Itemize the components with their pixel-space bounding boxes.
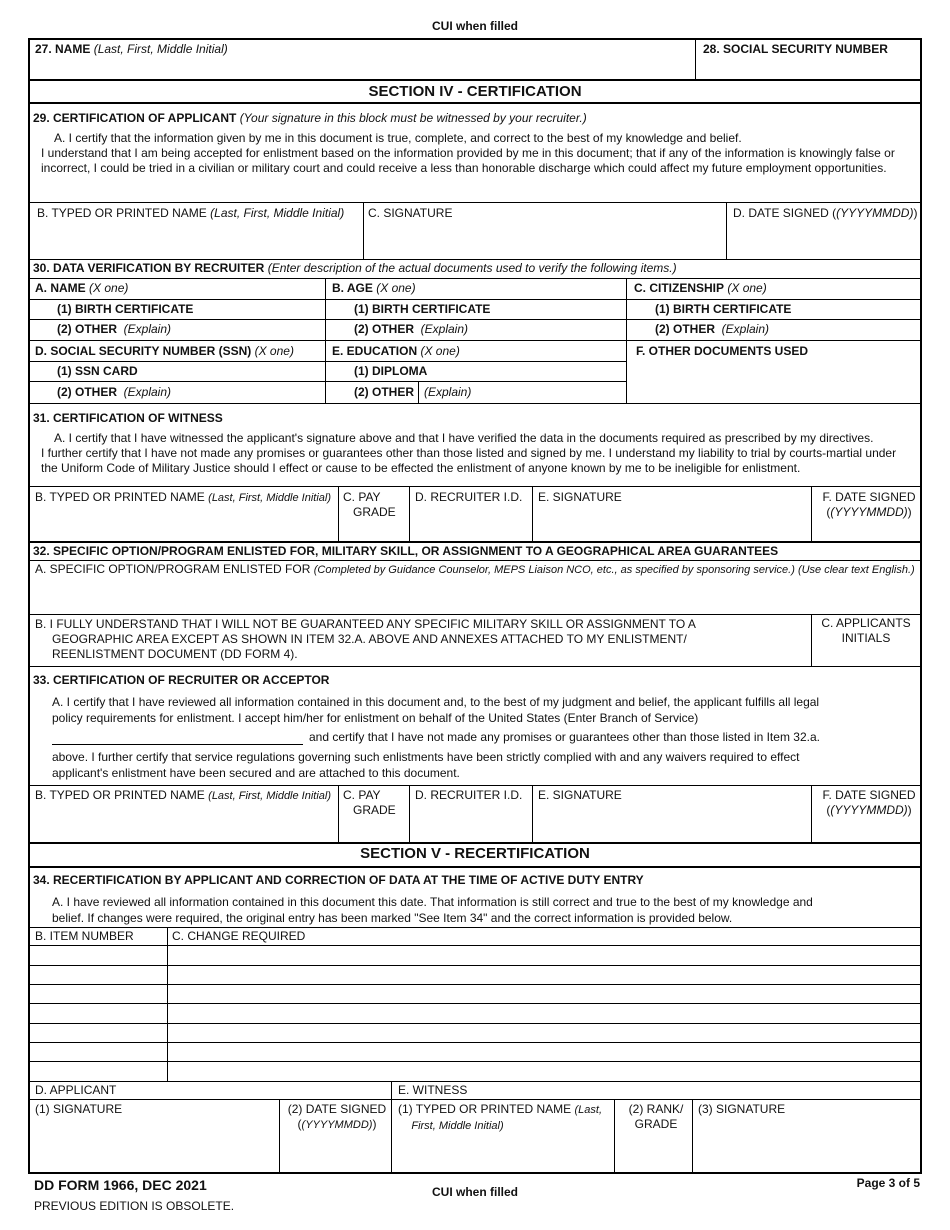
item30-e2-checkbox[interactable] bbox=[330, 385, 345, 399]
item34-e3-label: (3) SIGNATURE bbox=[698, 1102, 786, 1116]
change-item-number-field[interactable] bbox=[31, 1043, 166, 1060]
item34-label: 34. RECERTIFICATION BY APPLICANT AND CORRECTION OF DATA AT THE TIME OF ACTIVE DUTY ENTRY bbox=[33, 873, 644, 887]
item32-label: 32. SPECIFIC OPTION/PROGRAM ENLISTED FOR, MILITARY SKILL, OR ASSIGNMENT TO A GEOGRAPHICAL AREA GUARANTEES bbox=[33, 544, 779, 558]
item31-f-label: F. DATE SIGNED ((YYYYMMDD)) bbox=[822, 490, 916, 519]
item30-a-label: A. NAME (X one) bbox=[35, 281, 129, 295]
item30-label: 30. DATA VERIFICATION BY RECRUITER (Enter description of the actual documents used to verify the following items.) bbox=[33, 261, 677, 275]
item30-d1-label: (1) SSN CARD bbox=[57, 364, 138, 378]
item30-a2-checkbox[interactable] bbox=[33, 322, 48, 336]
item30-d2-checkbox[interactable] bbox=[33, 385, 48, 399]
branch-of-service-field[interactable] bbox=[52, 729, 303, 745]
change-required-field[interactable] bbox=[169, 1043, 919, 1060]
change-item-number-field[interactable] bbox=[31, 985, 166, 1002]
item29-name-field[interactable] bbox=[31, 222, 361, 258]
item32-a-field[interactable] bbox=[31, 578, 919, 614]
change-required-field[interactable] bbox=[169, 1062, 919, 1080]
item31-b-label: B. TYPED OR PRINTED NAME (Last, First, Middle Initial) bbox=[35, 490, 332, 504]
item33-c-label: C. PAY GRADE bbox=[343, 788, 396, 817]
name-field[interactable] bbox=[31, 58, 693, 78]
item31-name-field[interactable] bbox=[31, 508, 336, 540]
item29-signature-field[interactable] bbox=[365, 222, 724, 258]
item30-f-field[interactable] bbox=[628, 362, 919, 402]
change-item-number-field[interactable] bbox=[31, 966, 166, 983]
form-number: DD FORM 1966, DEC 2021 bbox=[34, 1177, 207, 1193]
item34-e2-label: (2) RANK/ GRADE bbox=[628, 1102, 684, 1131]
item29-text-a: A. I certify that the information given by me in this document is true, complete, and correct to the best of my knowledge and belief. bbox=[54, 131, 742, 145]
item34-c-label: C. CHANGE REQUIRED bbox=[172, 929, 306, 943]
item32-initials-field[interactable] bbox=[813, 648, 919, 665]
change-item-number-field[interactable] bbox=[31, 946, 166, 964]
item30-a1-checkbox[interactable] bbox=[33, 302, 48, 316]
item30-b2-checkbox[interactable] bbox=[330, 322, 345, 336]
item33-d-label: D. RECRUITER I.D. bbox=[415, 788, 523, 802]
item33-date-field[interactable] bbox=[813, 818, 919, 841]
item30-e2-label: (2) OTHER bbox=[354, 385, 414, 399]
witness-rank-field[interactable] bbox=[616, 1134, 691, 1171]
item30-e1-checkbox[interactable] bbox=[330, 364, 345, 378]
item32-b-line1: B. I FULLY UNDERSTAND THAT I WILL NOT BE GUARANTEED ANY SPECIFIC MILITARY SKILL OR ASSIGNMENT TO A bbox=[35, 617, 696, 631]
item34-e1-label: (1) TYPED OR PRINTED NAME (Last, First, Middle Initial) bbox=[398, 1102, 602, 1132]
witness-name-field[interactable] bbox=[393, 1134, 613, 1171]
section4-title: SECTION IV - CERTIFICATION bbox=[368, 83, 582, 100]
section5-title: SECTION V - RECERTIFICATION bbox=[360, 845, 590, 862]
item33-f-label: F. DATE SIGNED ((YYYYMMDD)) bbox=[822, 788, 916, 817]
item32-b-line3: REENLISTMENT DOCUMENT (DD FORM 4). bbox=[52, 647, 298, 661]
item33-label: 33. CERTIFICATION OF RECRUITER OR ACCEPTOR bbox=[33, 673, 330, 687]
item34-d-label: D. APPLICANT bbox=[35, 1083, 117, 1097]
item29-c-label: C. SIGNATURE bbox=[368, 206, 453, 220]
item29-d-label: D. DATE SIGNED ((YYYYMMDD)) bbox=[733, 206, 918, 220]
change-required-field[interactable] bbox=[169, 985, 919, 1002]
item33-line2: policy requirements for enlistment. I accept him/her for enlistment on behalf of the United States (Enter Branch of Service) bbox=[52, 711, 699, 725]
item29-text-a2: I understand that I am being accepted for enlistment based on the information provided by me in this document; that if any of the information is knowingly false or incorrect, I could be tried in a civilian or military court and could receive a less than honorable discharge which could affect my future employment opportunities. bbox=[41, 146, 895, 175]
item33-b-label: B. TYPED OR PRINTED NAME (Last, First, Middle Initial) bbox=[35, 788, 332, 802]
item34-d1-label: (1) SIGNATURE bbox=[35, 1102, 123, 1116]
item31-label: 31. CERTIFICATION OF WITNESS bbox=[33, 411, 223, 425]
item30-d-label: D. SOCIAL SECURITY NUMBER (SSN) (X one) bbox=[35, 344, 294, 358]
obsolete-note: PREVIOUS EDITION IS OBSOLETE. bbox=[34, 1199, 235, 1213]
change-required-field[interactable] bbox=[169, 946, 919, 964]
item33-line4: above. I further certify that service regulations governing such enlistments have been strictly complied with and any waivers required to effect bbox=[52, 750, 800, 764]
item30-a1-label: (1) BIRTH CERTIFICATE bbox=[57, 302, 194, 316]
page-number: Page 3 of 5 bbox=[856, 1176, 920, 1190]
item34-e-label: E. WITNESS bbox=[398, 1083, 468, 1097]
item31-d-label: D. RECRUITER I.D. bbox=[415, 490, 523, 504]
item30-a2-label: (2) OTHER (Explain) bbox=[57, 322, 172, 336]
item30-c1-checkbox[interactable] bbox=[631, 302, 646, 316]
item33-signature-field[interactable] bbox=[534, 806, 810, 841]
item31-text-a2: I further certify that I have not made any promises or guarantees other than those listed and signed by me. I understand my liability to trial by courts-martial under the Uniform Code of Military Justice should I effect or cause to be effected the enlistment of anyone known by me to be ineligible for enlistment. bbox=[41, 446, 897, 475]
item34-line2: belief. If changes were required, the original entry has been marked "See Item 34" and the correct information is provided below. bbox=[52, 911, 733, 925]
item33-pay-grade-field[interactable] bbox=[340, 818, 408, 841]
item32-a-label: A. SPECIFIC OPTION/PROGRAM ENLISTED FOR (Completed by Guidance Counselor, MEPS Liaison NCO, etc., as specified by sponsoring service.) (Use clear text English.) bbox=[35, 562, 915, 576]
item31-recruiter-id-field[interactable] bbox=[411, 508, 531, 540]
item30-d1-checkbox[interactable] bbox=[33, 364, 48, 378]
item30-b1-checkbox[interactable] bbox=[330, 302, 345, 316]
change-required-field[interactable] bbox=[169, 966, 919, 983]
item31-c-label: C. PAY GRADE bbox=[343, 490, 396, 519]
item30-e1-label: (1) DIPLOMA bbox=[354, 364, 428, 378]
item28-label: 28. SOCIAL SECURITY NUMBER bbox=[703, 42, 888, 56]
item34-d2-label: (2) DATE SIGNED ((YYYYMMDD)) bbox=[287, 1102, 387, 1131]
item30-c1-label: (1) BIRTH CERTIFICATE bbox=[655, 302, 792, 316]
change-item-number-field[interactable] bbox=[31, 1004, 166, 1022]
ssn-field[interactable] bbox=[697, 58, 919, 78]
item30-e2-explain: (Explain) bbox=[424, 385, 472, 399]
item30-c-label: C. CITIZENSHIP (X one) bbox=[634, 281, 767, 295]
item34-line1: A. I have reviewed all information contained in this document this date. That information is still correct and true to the best of my knowledge and bbox=[52, 895, 813, 909]
item31-text-a: A. I certify that I have witnessed the applicant's signature above and that I have verified the data in the documents required as prescribed by my directives. bbox=[54, 431, 874, 445]
change-item-number-field[interactable] bbox=[31, 1024, 166, 1041]
item31-pay-grade-field[interactable] bbox=[340, 520, 408, 540]
item29-b-label: B. TYPED OR PRINTED NAME (Last, First, Middle Initial) bbox=[37, 206, 345, 220]
cui-marking-bottom: CUI when filled bbox=[431, 1185, 518, 1199]
item33-name-field[interactable] bbox=[31, 806, 336, 841]
item33-e-label: E. SIGNATURE bbox=[538, 788, 622, 802]
item30-e-label: E. EDUCATION (X one) bbox=[332, 344, 460, 358]
cui-marking-top: CUI when filled bbox=[431, 19, 518, 33]
item33-line3: and certify that I have not made any promises or guarantees other than those listed in Item 32.a. bbox=[309, 730, 820, 744]
item31-e-label: E. SIGNATURE bbox=[538, 490, 622, 504]
applicant-date-field[interactable] bbox=[281, 1134, 390, 1171]
change-required-field[interactable] bbox=[169, 1004, 919, 1022]
item30-b-label: B. AGE (X one) bbox=[332, 281, 416, 295]
item30-c2-label: (2) OTHER (Explain) bbox=[655, 322, 770, 336]
item30-b2-label: (2) OTHER (Explain) bbox=[354, 322, 469, 336]
item32-b-line2: GEOGRAPHIC AREA EXCEPT AS SHOWN IN ITEM 32.A. ABOVE AND ANNEXES ATTACHED TO MY ENLISTMENT/ bbox=[52, 632, 687, 646]
item29-label: 29. CERTIFICATION OF APPLICANT (Your signature in this block must be witnessed by your recruiter.) bbox=[33, 111, 587, 125]
item32-c-label: C. APPLICANTS INITIALS bbox=[821, 616, 911, 645]
item31-signature-field[interactable] bbox=[534, 508, 810, 540]
change-item-number-field[interactable] bbox=[31, 1062, 166, 1080]
witness-signature-field[interactable] bbox=[694, 1120, 919, 1171]
item33-recruiter-id-field[interactable] bbox=[411, 806, 531, 841]
item33-line1: A. I certify that I have reviewed all information contained in this document and, to the best of my judgment and belief, the applicant fulfills all legal bbox=[52, 695, 820, 709]
item34-b-label: B. ITEM NUMBER bbox=[35, 929, 134, 943]
item30-b1-label: (1) BIRTH CERTIFICATE bbox=[354, 302, 491, 316]
item27-label: 27. NAME (Last, First, Middle Initial) bbox=[35, 42, 228, 56]
item30-f-label: F. OTHER DOCUMENTS USED bbox=[636, 344, 809, 358]
item33-line5: applicant's enlistment have been secured and are attached to this document. bbox=[52, 766, 460, 780]
change-required-field[interactable] bbox=[169, 1024, 919, 1041]
item31-date-field[interactable] bbox=[813, 520, 919, 540]
applicant-signature-field[interactable] bbox=[31, 1120, 277, 1171]
item29-date-field[interactable] bbox=[728, 222, 919, 258]
item30-d2-label: (2) OTHER (Explain) bbox=[57, 385, 172, 399]
item30-c2-checkbox[interactable] bbox=[631, 322, 646, 336]
